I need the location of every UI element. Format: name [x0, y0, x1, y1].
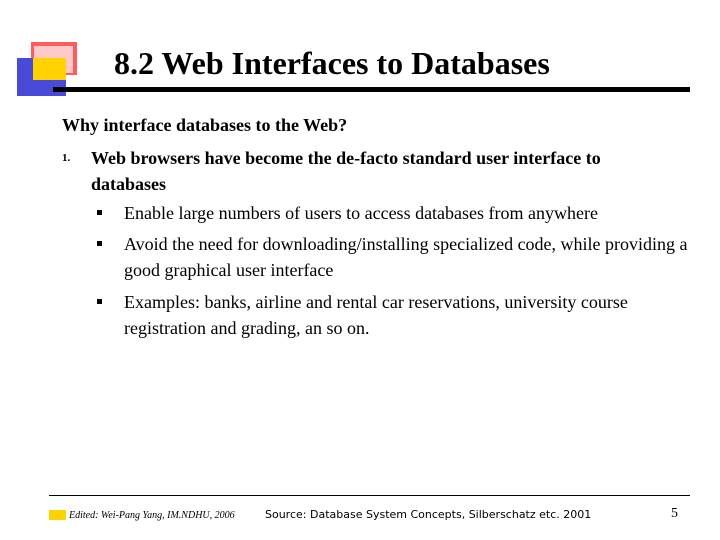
subpoint-item: Avoid the need for downloading/installing specialized code, while providing a good graphical user interface — [124, 234, 688, 280]
bullet-square-icon — [97, 241, 102, 246]
title-underline — [53, 87, 690, 92]
subpoint-item: Enable large numbers of users to access databases from anywhere — [124, 203, 598, 223]
main-point: Web browsers have become the de-facto standard user interface to databases — [91, 148, 601, 194]
page-number: 5 — [671, 506, 678, 521]
footer-rule — [49, 495, 690, 496]
slide-question: Why interface databases to the Web? — [62, 115, 348, 135]
numbered-marker: 1. — [62, 152, 71, 164]
slide-title: 8.2 Web Interfaces to Databases — [114, 45, 550, 81]
bullet-square-icon — [97, 210, 102, 215]
subpoint-item: Examples: banks, airline and rental car reservations, university course registration and grading, an so on. — [124, 292, 628, 338]
footer-editor: Edited: Wei-Pang Yang, IM.NDHU, 2006 — [69, 510, 235, 521]
decor-yellow-square — [33, 58, 66, 80]
bullet-square-icon — [97, 299, 102, 304]
footer-yellow-square — [49, 510, 66, 520]
footer-source: Source: Database System Concepts, Silberschatz etc. 2001 — [265, 508, 592, 521]
